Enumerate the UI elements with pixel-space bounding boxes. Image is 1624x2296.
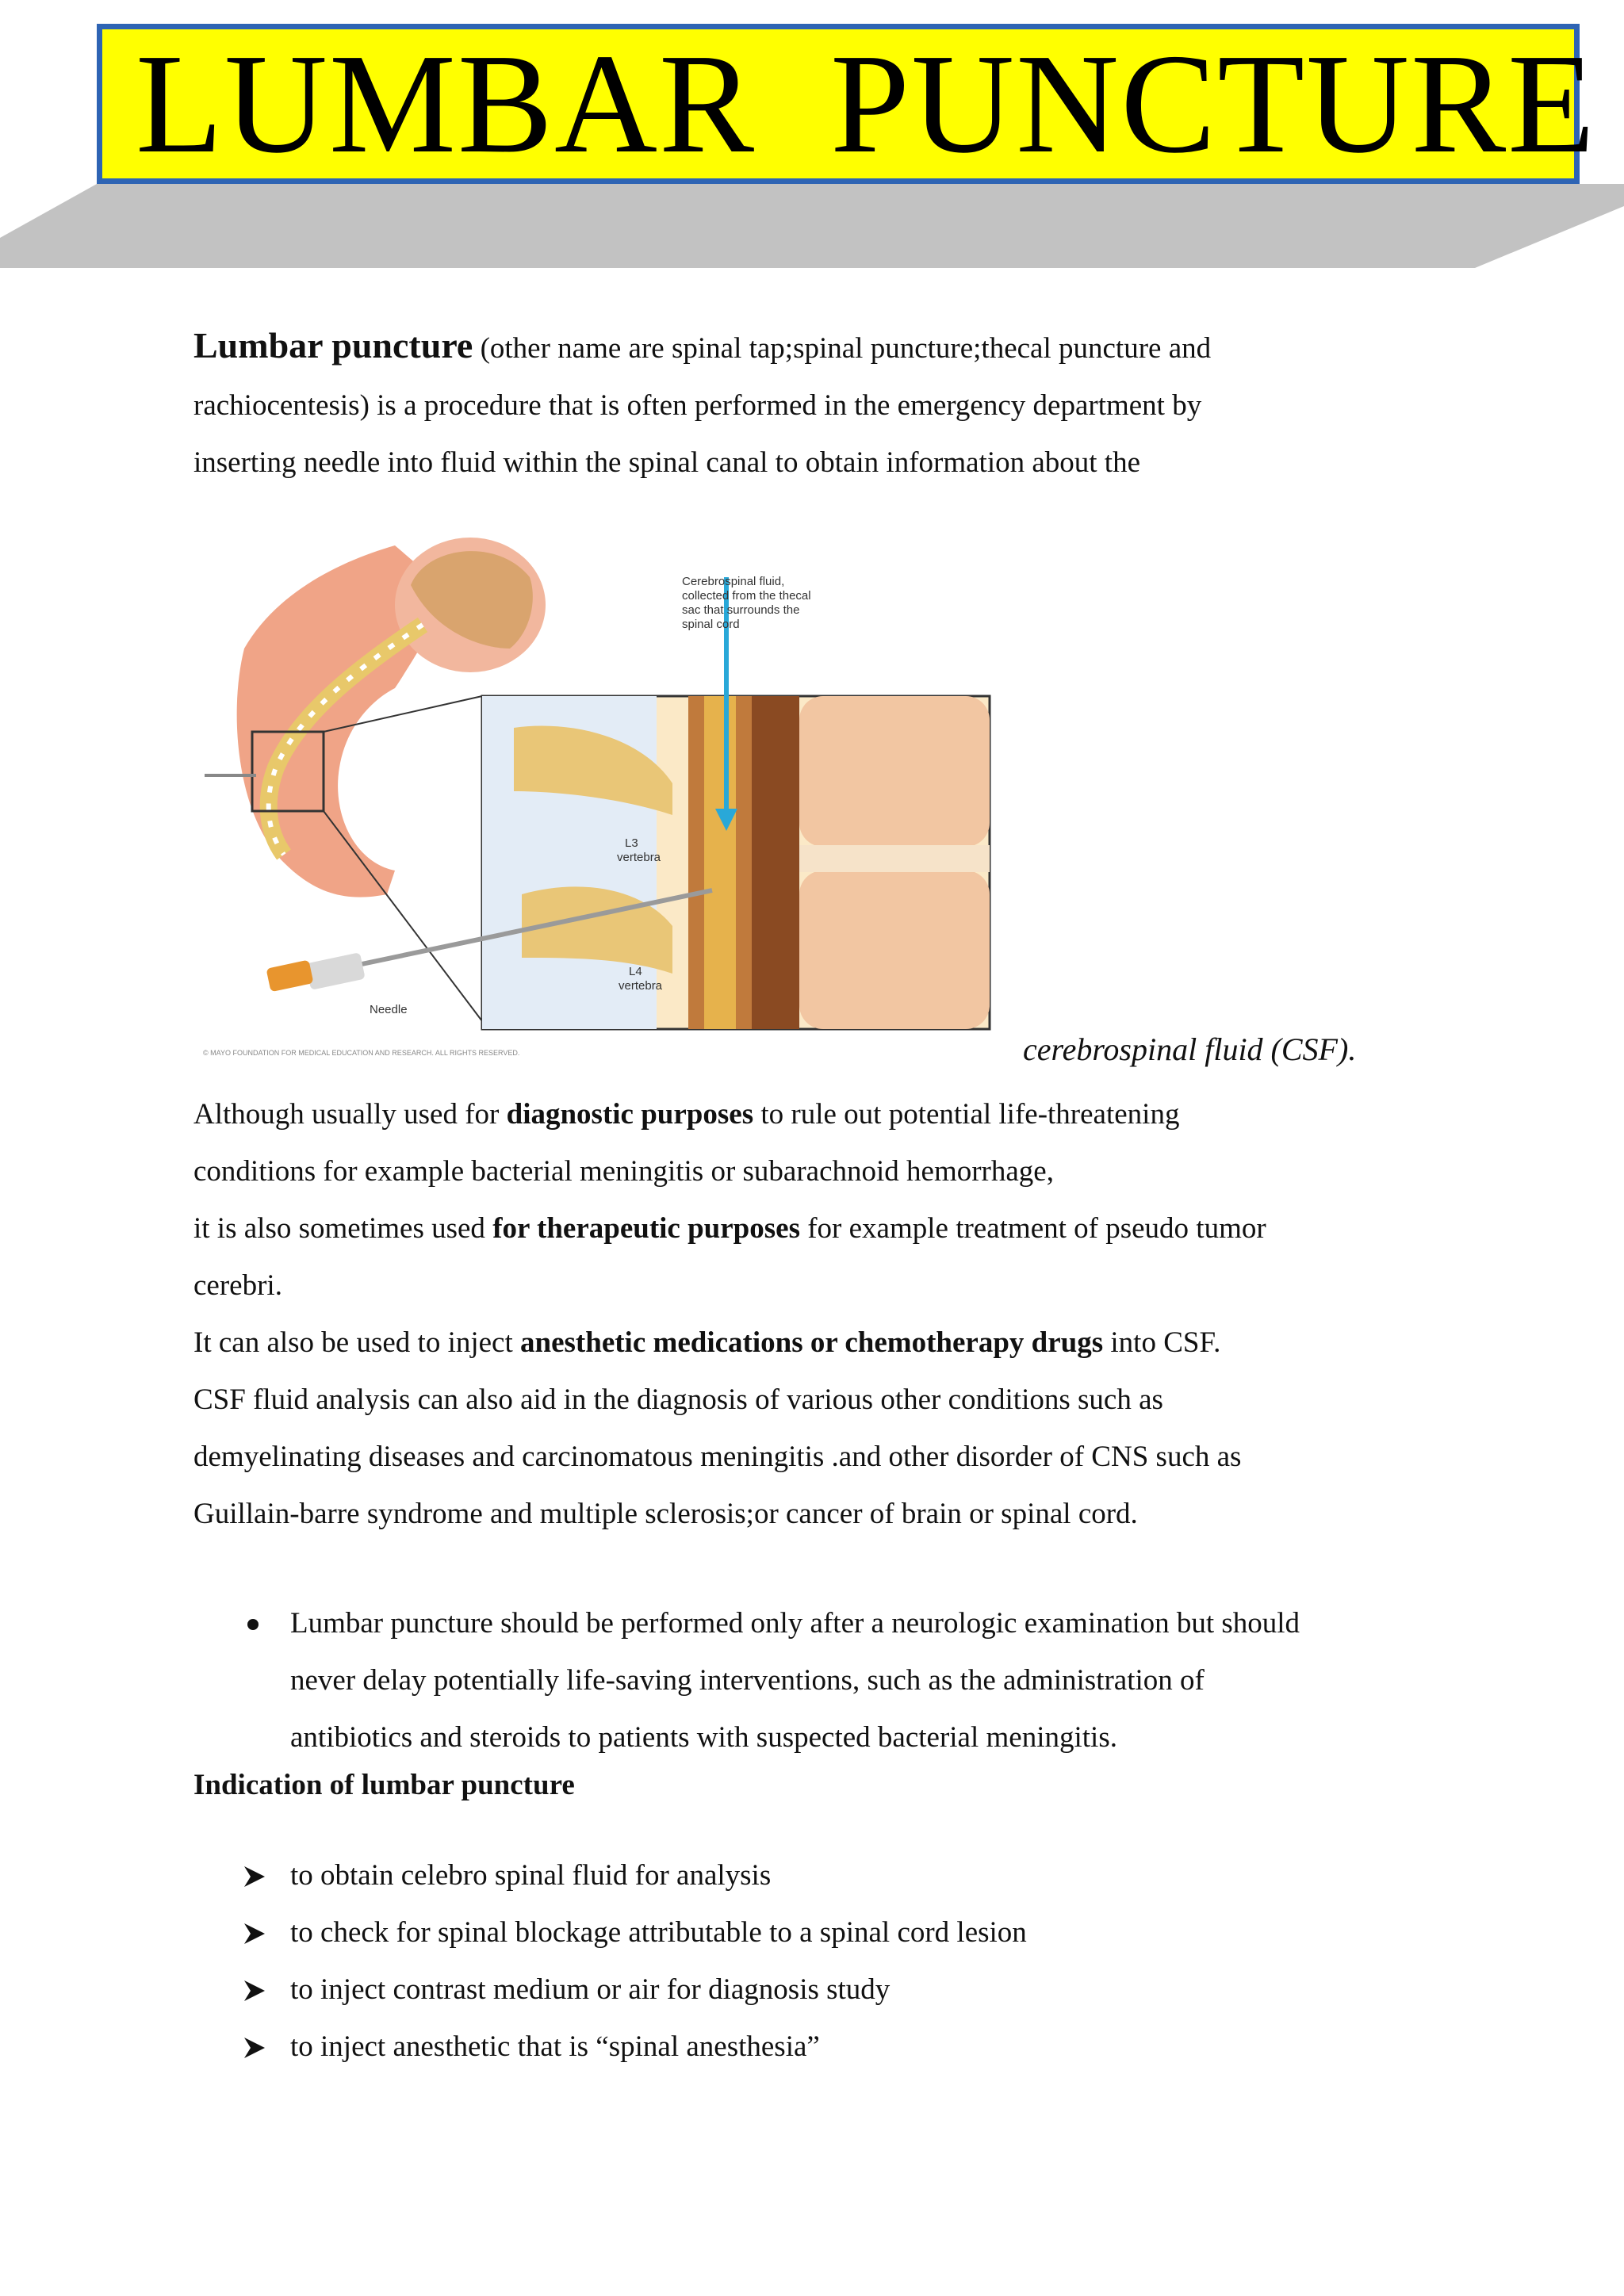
body-line-2: conditions for example bacterial meningitis or subarachnoid hemorrhage, [193, 1155, 1054, 1188]
l3-label-2: vertebra [617, 851, 661, 864]
intro-line-3: inserting needle into fluid within the spinal canal to obtain information about the [193, 446, 1141, 479]
intro-line-1 [193, 317, 1446, 377]
intro-paragraph [193, 317, 1446, 492]
body-line-8: Guillain-barre syndrome and multiple sclerosis;or cancer of brain or spinal cord. [193, 1498, 1138, 1530]
body-line-3: it is also sometimes used for therapeutic purposes for example treatment of pseudo tumor [193, 1212, 1266, 1245]
l4-label-2: vertebra [619, 979, 663, 993]
body-line-6: CSF fluid analysis can also aid in the diagnosis of various other conditions such as [193, 1383, 1163, 1416]
diagnostic-purposes-bold: diagnostic purposes [506, 1098, 754, 1131]
bullet-line-3: antibiotics and steroids to patients with suspected bacterial meningitis. [290, 1721, 1117, 1754]
bullet-item [193, 1595, 1478, 1766]
csf-label-4: spinal cord [682, 618, 740, 631]
arrow-bullet-icon [241, 1977, 268, 2004]
indication-item-1: to obtain celebro spinal fluid for analysis [290, 1859, 772, 1892]
bullet-line-2: never delay potentially life-saving interventions, such as the administration of [290, 1664, 1205, 1697]
indication-heading: Indication of lumbar puncture [193, 1769, 575, 1801]
l4-label-1: L4 [629, 965, 642, 978]
csf-label-3: sac that surrounds the [682, 603, 800, 617]
page-title: LUMBAR PUNCTURE [136, 25, 1597, 182]
anesthetic-bold: anesthetic medications or chemotherapy drugs [520, 1326, 1104, 1359]
csf-label-2: collected from the thecal [682, 589, 811, 603]
figure-credit: © MAYO FOUNDATION FOR MEDICAL EDUCATION AND RESEARCH. ALL RIGHTS RESERVED. [203, 1049, 520, 1057]
indication-item-2: to check for spinal blockage attributable to a spinal cord lesion [290, 1916, 1027, 1949]
arrow-bullet-icon [241, 1863, 268, 1890]
body-line-7: demyelinating diseases and carcinomatous meningitis .and other disorder of CNS such as [193, 1441, 1242, 1473]
title-box [97, 24, 1597, 184]
lumbar-puncture-illustration [197, 530, 1005, 1061]
intro-lead: Lumbar puncture [193, 325, 473, 365]
intro-line-2: rachiocentesis) is a procedure that is often performed in the emergency department by [193, 389, 1202, 422]
arrow-bullet-icon [241, 1920, 268, 1947]
indication-item-3: to inject contrast medium or air for diagnosis study [290, 1973, 891, 2006]
list-item [193, 1961, 1027, 2019]
needle-label: Needle [370, 1003, 408, 1016]
arrow-bullet-icon [241, 2034, 268, 2061]
list-item [193, 1847, 1027, 1904]
indication-list [193, 1847, 1027, 2076]
csf-label-1: Cerebrospinal fluid, [682, 575, 785, 588]
l3-label-1: L3 [625, 836, 638, 850]
body-paragraph [193, 1086, 1446, 1543]
list-item [193, 1904, 1027, 1961]
bullet-note [193, 1595, 1478, 1766]
indication-item-4: to inject anesthetic that is “spinal anesthesia” [290, 2030, 820, 2063]
title-banner [0, 0, 1624, 270]
figure-caption: cerebrospinal fluid (CSF). [1023, 1031, 1357, 1067]
therapeutic-purposes-bold: for therapeutic purposes [492, 1212, 800, 1245]
bullet-dot-icon [247, 1619, 259, 1630]
body-line-5: It can also be used to inject anesthetic medications or chemotherapy drugs into CSF. [193, 1326, 1221, 1359]
list-item [193, 2019, 1027, 2076]
intro-line-1-text: (other name are spinal tap;spinal puncture;thecal puncture and [473, 332, 1212, 365]
bullet-line-1: Lumbar puncture should be performed only after a neurologic examination but should [290, 1607, 1300, 1640]
body-line-4: cerebri. [193, 1269, 282, 1302]
body-line-1: Although usually used for diagnostic purposes to rule out potential life-threatening [193, 1098, 1180, 1131]
